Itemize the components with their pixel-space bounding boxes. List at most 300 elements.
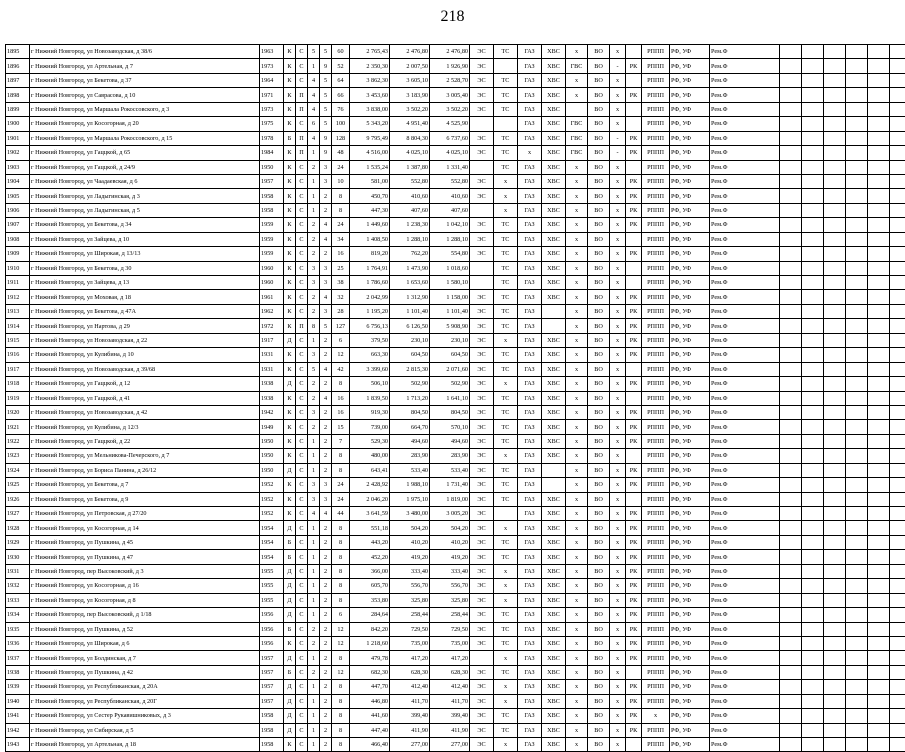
cell-repair-fund: Рем.Ф xyxy=(710,420,780,434)
cell-electricity: ЭС xyxy=(470,622,494,636)
empty-cell xyxy=(802,622,824,636)
cell-wall-type: Б xyxy=(284,535,296,549)
cell-gas: ГАЗ xyxy=(518,420,542,434)
cell-year-built: 1958 xyxy=(260,709,284,723)
cell-heating: ТС xyxy=(494,102,518,116)
empty-cell xyxy=(846,333,868,347)
cell-wall-type: К xyxy=(284,391,296,405)
cell-management: РППП xyxy=(642,550,670,564)
cell-gas: ГАЗ xyxy=(518,622,542,636)
table-row xyxy=(6,550,905,564)
cell-year-built: 1959 xyxy=(260,247,284,261)
cell-floors: 2 xyxy=(320,608,332,622)
empty-cell xyxy=(868,377,890,391)
table-row xyxy=(6,694,905,708)
table-row xyxy=(6,276,905,290)
cell-residential-area: 230,10 xyxy=(430,333,470,347)
housing-registry-table xyxy=(5,44,905,752)
cell-residential-area: 735,00 xyxy=(430,636,470,650)
cell-year-built: 1959 xyxy=(260,218,284,232)
cell-wall-type: К xyxy=(284,319,296,333)
cell-apartments: 7 xyxy=(332,434,350,448)
cell-address xyxy=(30,276,260,290)
cell-row-number: 1916 xyxy=(6,348,30,362)
street-address: ул Бекетова, д 30 xyxy=(87,265,132,272)
cell-apartments: 100 xyxy=(332,117,350,131)
cell-repair-fund: Рем.Ф xyxy=(710,492,780,506)
cell-electricity: ЭС xyxy=(470,59,494,73)
city-prefix: г Нижний Новгород, xyxy=(31,193,87,200)
cell-year-built: 1949 xyxy=(260,420,284,434)
cell-total-area: 663,30 xyxy=(350,348,390,362)
cell-total-area: 2 428,92 xyxy=(350,478,390,492)
cell-garbage-chute: РК xyxy=(626,579,642,593)
cell-material: С xyxy=(296,405,308,419)
cell-gas: ГАЗ xyxy=(518,593,542,607)
empty-cell xyxy=(846,189,868,203)
cell-garbage-chute: РК xyxy=(626,203,642,217)
cell-row-number: 1929 xyxy=(6,535,30,549)
cell-address xyxy=(30,131,260,145)
cell-wall-type: К xyxy=(284,362,296,376)
cell-year-built: 1984 xyxy=(260,146,284,160)
cell-wall-type: К xyxy=(284,232,296,246)
empty-cell xyxy=(890,463,905,477)
empty-cell xyxy=(824,319,846,333)
cell-gas: ГАЗ xyxy=(518,160,542,174)
cell-bathroom: х xyxy=(610,535,626,549)
cell-gas: ГАЗ xyxy=(518,45,542,59)
empty-cell xyxy=(890,579,905,593)
cell-gas: ГАЗ xyxy=(518,636,542,650)
cell-garbage-chute: РК xyxy=(626,319,642,333)
cell-living-area: 410,60 xyxy=(390,189,430,203)
cell-year-built: 1972 xyxy=(260,319,284,333)
empty-cell xyxy=(780,507,802,521)
city-prefix: г Нижний Новгород, xyxy=(31,395,87,402)
cell-floors: 5 xyxy=(320,88,332,102)
cell-row-number: 1941 xyxy=(6,709,30,723)
cell-address xyxy=(30,665,260,679)
cell-cold-water: ХВС xyxy=(542,88,566,102)
cell-electricity xyxy=(470,160,494,174)
cell-electricity: ЭС xyxy=(470,146,494,160)
cell-total-area: 353,80 xyxy=(350,593,390,607)
cell-total-area: 9 795,49 xyxy=(350,131,390,145)
cell-cold-water: ХВС xyxy=(542,420,566,434)
street-address: ул Моховая, д 18 xyxy=(87,294,131,301)
cell-apartments: 16 xyxy=(332,247,350,261)
cell-electricity: ЭС xyxy=(470,694,494,708)
cell-year-built: 1959 xyxy=(260,232,284,246)
cell-address xyxy=(30,319,260,333)
table-row xyxy=(6,723,905,737)
empty-cell xyxy=(868,608,890,622)
cell-living-area: 1 653,60 xyxy=(390,276,430,290)
cell-living-area: 411,70 xyxy=(390,694,430,708)
empty-cell xyxy=(824,333,846,347)
cell-floors: 2 xyxy=(320,709,332,723)
city-prefix: г Нижний Новгород, xyxy=(31,63,87,70)
cell-gas: ГАЗ xyxy=(518,478,542,492)
empty-cell xyxy=(780,434,802,448)
cell-entrances: 2 xyxy=(308,290,320,304)
empty-cell xyxy=(890,73,905,87)
cell-entrances: 1 xyxy=(308,59,320,73)
cell-material: С xyxy=(296,665,308,679)
cell-cold-water: ХВС xyxy=(542,232,566,246)
cell-management: РППП xyxy=(642,348,670,362)
cell-material: С xyxy=(296,189,308,203)
cell-material: С xyxy=(296,391,308,405)
cell-cold-water: ХВС xyxy=(542,102,566,116)
cell-garbage-chute xyxy=(626,362,642,376)
cell-address xyxy=(30,651,260,665)
empty-cell xyxy=(846,463,868,477)
cell-floors: 2 xyxy=(320,405,332,419)
cell-material: С xyxy=(296,203,308,217)
cell-gas: ГАЗ xyxy=(518,694,542,708)
cell-sewerage: ВО xyxy=(588,88,610,102)
cell-material: С xyxy=(296,608,308,622)
cell-address xyxy=(30,377,260,391)
cell-cold-water: ХВС xyxy=(542,651,566,665)
cell-year-built: 1957 xyxy=(260,665,284,679)
cell-repair-fund: Рем.Ф xyxy=(710,232,780,246)
cell-bathroom: х xyxy=(610,709,626,723)
cell-address xyxy=(30,348,260,362)
cell-total-area: 605,70 xyxy=(350,579,390,593)
cell-living-area: 417,20 xyxy=(390,651,430,665)
cell-management: РППП xyxy=(642,564,670,578)
cell-entrances: 1 xyxy=(308,463,320,477)
cell-garbage-chute xyxy=(626,160,642,174)
empty-cell xyxy=(780,304,802,318)
cell-material: С xyxy=(296,261,308,275)
empty-cell xyxy=(780,203,802,217)
cell-hot-water: х xyxy=(566,564,588,578)
cell-wall-type: Д xyxy=(284,463,296,477)
empty-cell xyxy=(780,174,802,188)
cell-floors: 4 xyxy=(320,232,332,246)
cell-apartments: 6 xyxy=(332,333,350,347)
cell-entrances: 1 xyxy=(308,535,320,549)
empty-cell xyxy=(868,622,890,636)
cell-management: РППП xyxy=(642,723,670,737)
cell-row-number: 1932 xyxy=(6,579,30,593)
cell-bathroom: х xyxy=(610,463,626,477)
cell-residential-area: 277,00 xyxy=(430,738,470,752)
city-prefix: г Нижний Новгород, xyxy=(31,337,87,344)
cell-address xyxy=(30,59,260,73)
cell-entrances: 1 xyxy=(308,333,320,347)
cell-cold-water: ХВС xyxy=(542,131,566,145)
city-prefix: г Нижний Новгород, xyxy=(31,265,87,272)
cell-garbage-chute: РК xyxy=(626,218,642,232)
cell-residential-area: 494,60 xyxy=(430,434,470,448)
cell-total-area: 682,30 xyxy=(350,665,390,679)
cell-hot-water: х xyxy=(566,709,588,723)
cell-wall-type: К xyxy=(284,348,296,362)
cell-hot-water: х xyxy=(566,304,588,318)
cell-row-number: 1928 xyxy=(6,521,30,535)
cell-material: С xyxy=(296,651,308,665)
cell-row-number: 1897 xyxy=(6,73,30,87)
cell-management: РППП xyxy=(642,160,670,174)
empty-cell xyxy=(890,59,905,73)
cell-wall-type: К xyxy=(284,247,296,261)
cell-garbage-chute: РК xyxy=(626,550,642,564)
cell-floors: 2 xyxy=(320,738,332,752)
cell-apartments: 24 xyxy=(332,160,350,174)
cell-year-built: 1958 xyxy=(260,723,284,737)
cell-living-area: 230,10 xyxy=(390,333,430,347)
cell-heating: ТС xyxy=(494,492,518,506)
empty-cell xyxy=(802,694,824,708)
cell-floors: 3 xyxy=(320,261,332,275)
cell-cold-water: ХВС xyxy=(542,117,566,131)
table-row xyxy=(6,593,905,607)
street-address: ул Гаццкой, д 65 xyxy=(87,149,130,156)
cell-electricity: ЭС xyxy=(470,290,494,304)
cell-material: С xyxy=(296,738,308,752)
cell-apartments: 48 xyxy=(332,146,350,160)
empty-cell xyxy=(846,564,868,578)
cell-material: С xyxy=(296,579,308,593)
table-row xyxy=(6,420,905,434)
cell-bathroom: х xyxy=(610,492,626,506)
cell-apartments: 8 xyxy=(332,550,350,564)
empty-cell xyxy=(868,232,890,246)
empty-cell xyxy=(802,723,824,737)
empty-cell xyxy=(802,348,824,362)
cell-total-area: 919,30 xyxy=(350,405,390,419)
cell-garbage-chute: РК xyxy=(626,608,642,622)
cell-fund-type: РФ, УФ xyxy=(670,405,710,419)
empty-cell xyxy=(890,304,905,318)
street-address: ул Широкая, д 13/13 xyxy=(87,250,141,257)
cell-sewerage: ВО xyxy=(588,478,610,492)
cell-sewerage: ВО xyxy=(588,434,610,448)
cell-living-area: 494,60 xyxy=(390,434,430,448)
cell-living-area: 1 101,40 xyxy=(390,304,430,318)
cell-hot-water: ГВС xyxy=(566,146,588,160)
cell-year-built: 1942 xyxy=(260,405,284,419)
empty-cell xyxy=(802,608,824,622)
cell-sewerage: ВО xyxy=(588,738,610,752)
empty-cell xyxy=(868,247,890,261)
empty-cell xyxy=(824,593,846,607)
cell-wall-type: К xyxy=(284,304,296,318)
city-prefix: г Нижний Новгород, xyxy=(31,164,87,171)
cell-total-area: 3 453,60 xyxy=(350,88,390,102)
cell-year-built: 1957 xyxy=(260,651,284,665)
cell-material: С xyxy=(296,535,308,549)
table-row xyxy=(6,304,905,318)
empty-cell xyxy=(824,709,846,723)
cell-year-built: 1956 xyxy=(260,636,284,650)
cell-management: РППП xyxy=(642,102,670,116)
cell-hot-water: х xyxy=(566,420,588,434)
cell-electricity: ЭС xyxy=(470,247,494,261)
cell-floors: 2 xyxy=(320,550,332,564)
cell-apartments: 8 xyxy=(332,709,350,723)
cell-cold-water: ХВС xyxy=(542,550,566,564)
cell-apartments: 8 xyxy=(332,651,350,665)
cell-residential-area: 5 908,90 xyxy=(430,319,470,333)
cell-year-built: 1958 xyxy=(260,203,284,217)
empty-cell xyxy=(802,680,824,694)
empty-cell xyxy=(868,203,890,217)
cell-heating: ТС xyxy=(494,434,518,448)
cell-heating: х xyxy=(494,203,518,217)
cell-repair-fund: Рем.Ф xyxy=(710,463,780,477)
cell-entrances: 2 xyxy=(308,391,320,405)
cell-floors: 2 xyxy=(320,434,332,448)
cell-repair-fund: Рем.Ф xyxy=(710,160,780,174)
cell-address xyxy=(30,203,260,217)
cell-entrances: 1 xyxy=(308,434,320,448)
empty-cell xyxy=(824,434,846,448)
cell-wall-type: К xyxy=(284,405,296,419)
empty-cell xyxy=(868,261,890,275)
cell-living-area: 556,70 xyxy=(390,579,430,593)
cell-management: РППП xyxy=(642,507,670,521)
city-prefix: г Нижний Новгород, xyxy=(31,207,87,214)
cell-material: С xyxy=(296,463,308,477)
empty-cell xyxy=(868,59,890,73)
table-row xyxy=(6,391,905,405)
cell-row-number: 1907 xyxy=(6,218,30,232)
cell-residential-area: 1 158,00 xyxy=(430,290,470,304)
cell-gas: ГАЗ xyxy=(518,247,542,261)
cell-residential-area: 411,90 xyxy=(430,723,470,737)
empty-cell xyxy=(890,608,905,622)
city-prefix: г Нижний Новгород, xyxy=(31,727,87,734)
street-address: ул Широкая, д 6 xyxy=(87,640,130,647)
empty-cell xyxy=(780,189,802,203)
cell-fund-type: РФ, УФ xyxy=(670,463,710,477)
cell-sewerage: ВО xyxy=(588,608,610,622)
cell-sewerage: ВО xyxy=(588,73,610,87)
cell-garbage-chute: РК xyxy=(626,622,642,636)
cell-row-number: 1905 xyxy=(6,189,30,203)
city-prefix: г Нижний Новгород, xyxy=(31,409,87,416)
empty-cell xyxy=(846,218,868,232)
cell-floors: 3 xyxy=(320,478,332,492)
cell-wall-type: К xyxy=(284,117,296,131)
empty-cell xyxy=(846,738,868,752)
cell-fund-type: РФ, УФ xyxy=(670,694,710,708)
empty-cell xyxy=(890,420,905,434)
cell-bathroom: х xyxy=(610,261,626,275)
empty-cell xyxy=(802,203,824,217)
street-address: ул Сибирская, д 5 xyxy=(87,727,134,734)
cell-residential-area: 1 926,90 xyxy=(430,59,470,73)
cell-apartments: 8 xyxy=(332,535,350,549)
cell-row-number: 1908 xyxy=(6,232,30,246)
cell-material: С xyxy=(296,449,308,463)
cell-heating: ТС xyxy=(494,276,518,290)
cell-bathroom: х xyxy=(610,434,626,448)
cell-fund-type: РФ, УФ xyxy=(670,218,710,232)
cell-garbage-chute: РК xyxy=(626,146,642,160)
cell-electricity: ЭС xyxy=(470,232,494,246)
cell-floors: 5 xyxy=(320,73,332,87)
empty-cell xyxy=(846,405,868,419)
cell-management: РППП xyxy=(642,59,670,73)
cell-living-area: 2 815,30 xyxy=(390,362,430,376)
cell-hot-water: х xyxy=(566,377,588,391)
cell-electricity: ЭС xyxy=(470,550,494,564)
table-row xyxy=(6,492,905,506)
cell-residential-area: 502,90 xyxy=(430,377,470,391)
cell-sewerage: ВО xyxy=(588,218,610,232)
cell-hot-water: х xyxy=(566,593,588,607)
cell-living-area: 2 476,80 xyxy=(390,45,430,59)
empty-cell xyxy=(846,232,868,246)
cell-sewerage: ВО xyxy=(588,261,610,275)
street-address: пер Высоковский, д 3 xyxy=(87,568,144,575)
cell-fund-type: РФ, УФ xyxy=(670,362,710,376)
empty-cell xyxy=(846,608,868,622)
cell-repair-fund: Рем.Ф xyxy=(710,579,780,593)
cell-apartments: 34 xyxy=(332,232,350,246)
cell-bathroom: х xyxy=(610,738,626,752)
cell-repair-fund: Рем.Ф xyxy=(710,593,780,607)
empty-cell xyxy=(802,709,824,723)
cell-residential-area: 533,40 xyxy=(430,463,470,477)
city-prefix: г Нижний Новгород, xyxy=(31,481,87,488)
cell-hot-water: х xyxy=(566,333,588,347)
cell-total-area: 447,40 xyxy=(350,723,390,737)
empty-cell xyxy=(780,333,802,347)
cell-wall-type: К xyxy=(284,59,296,73)
cell-fund-type: РФ, УФ xyxy=(670,261,710,275)
cell-row-number: 1896 xyxy=(6,59,30,73)
cell-total-area: 2 046,20 xyxy=(350,492,390,506)
cell-gas: ГАЗ xyxy=(518,550,542,564)
cell-address xyxy=(30,434,260,448)
cell-electricity: ЭС xyxy=(470,189,494,203)
empty-cell xyxy=(890,651,905,665)
empty-cell xyxy=(824,88,846,102)
empty-cell xyxy=(890,174,905,188)
cell-year-built: 1950 xyxy=(260,463,284,477)
cell-garbage-chute: РК xyxy=(626,377,642,391)
city-prefix: г Нижний Новгород, xyxy=(31,655,87,662)
cell-living-area: 1 288,10 xyxy=(390,232,430,246)
cell-entrances: 2 xyxy=(308,377,320,391)
cell-entrances: 1 xyxy=(308,738,320,752)
cell-gas: ГАЗ xyxy=(518,680,542,694)
empty-cell xyxy=(868,665,890,679)
cell-floors: 4 xyxy=(320,218,332,232)
cell-material: С xyxy=(296,550,308,564)
cell-fund-type: РФ, УФ xyxy=(670,608,710,622)
cell-total-area: 3 641,59 xyxy=(350,507,390,521)
cell-floors: 4 xyxy=(320,507,332,521)
cell-management: РППП xyxy=(642,362,670,376)
empty-cell xyxy=(780,377,802,391)
table-row xyxy=(6,405,905,419)
cell-garbage-chute xyxy=(626,102,642,116)
cell-residential-area: 604,50 xyxy=(430,348,470,362)
street-address: ул Бориса Панина, д 26/12 xyxy=(87,467,156,474)
table-row xyxy=(6,59,905,73)
empty-cell xyxy=(802,131,824,145)
cell-garbage-chute: РК xyxy=(626,420,642,434)
